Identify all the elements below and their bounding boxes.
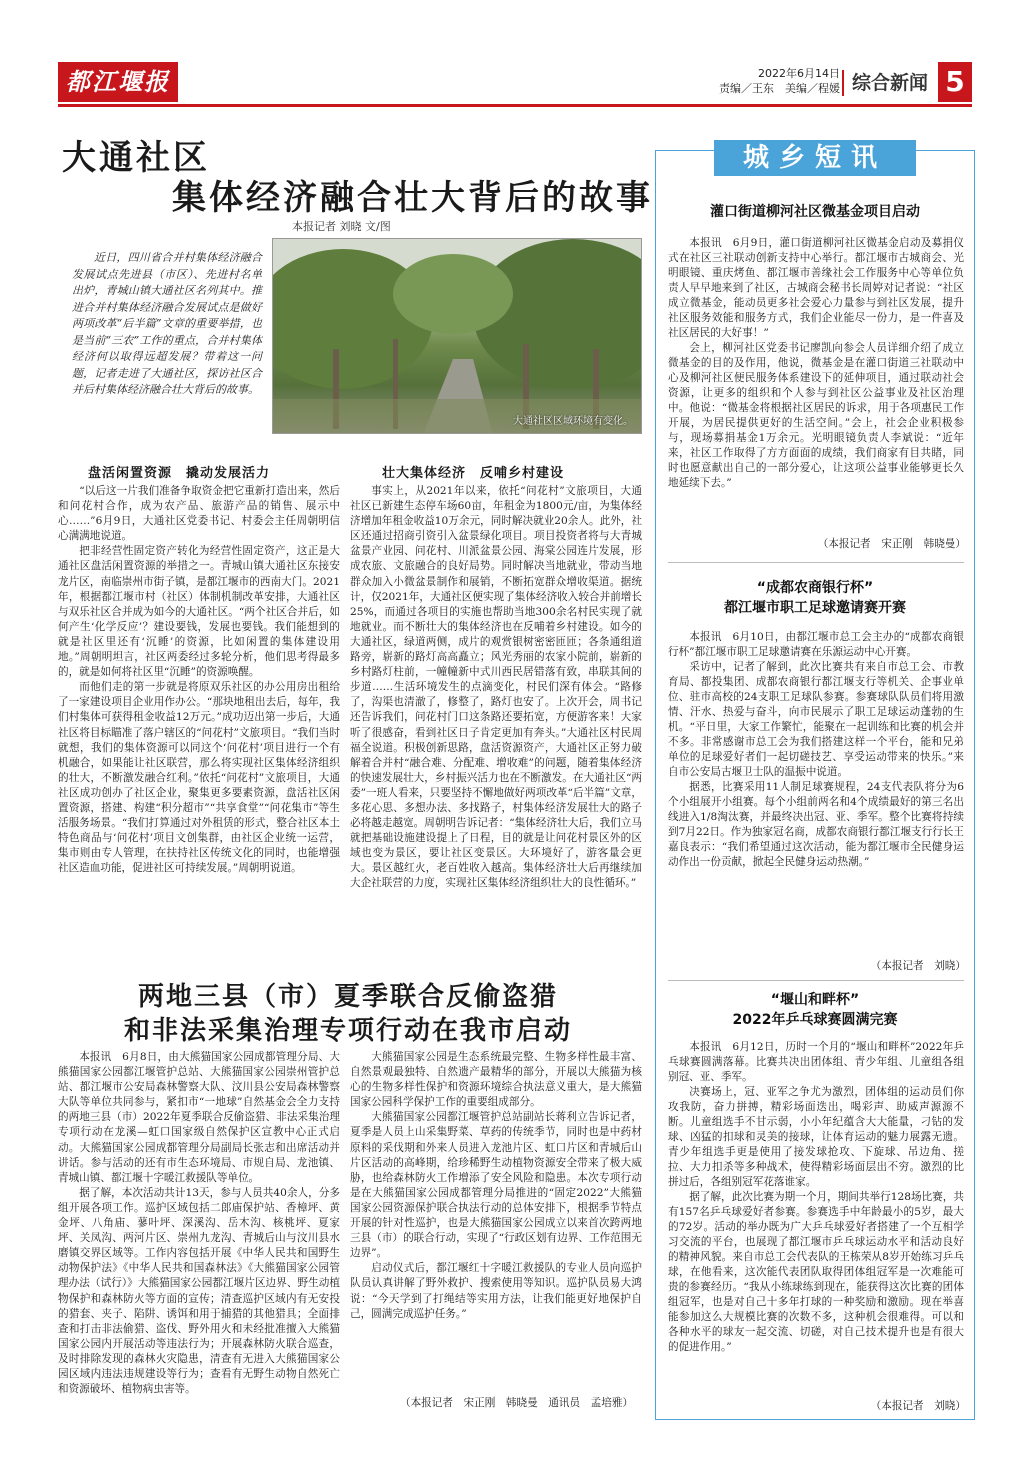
story2-title-line-2: 和非法采集治理专项行动在我市启动 [123, 1016, 572, 1046]
lead-subhead-left: 盘活闲置资源 撬动发展活力 [88, 466, 271, 481]
divider [668, 562, 964, 563]
divider [668, 980, 964, 981]
lead-right-column [350, 484, 642, 892]
sidebar-news-3-body [668, 1040, 964, 1355]
sidebar-news-2-byline: （本报记者 刘晓） [870, 960, 966, 972]
lead-byline: 本报记者 刘晓 文/图 [292, 220, 391, 233]
lead-subhead-right: 壮大集体经济 反哺乡村建设 [382, 466, 565, 481]
paragraph: 启动仪式后，都江堰红十字暖江救援队的专业人员向巡护队员认真讲解了野外救护、搜索使用等知识。巡护队员易大鸿说：“今天学到了打绳结等实用方法，让我们能更好地保护自己，圆满完成巡护任务。” [350, 1262, 642, 1320]
section-name: 综合新闻 [842, 70, 928, 96]
sidebar-news-3-title-2: 2022年乒乓球赛圆满完赛 [732, 1012, 898, 1028]
masthead [58, 62, 988, 104]
story2-byline: （本报记者 宋正刚 韩晓曼 通讯员 孟培雅） [400, 1397, 634, 1409]
sidebar-news-1-body [668, 236, 964, 491]
newspaper-logo: 都江堰报 [58, 62, 178, 102]
issue-date: 2022年6月14日 [758, 67, 840, 80]
paragraph: 本报讯 6月12日，历时一个月的“堰山和畔杯”2022年乒乓球赛圆满落幕。比赛共决出团体组、青少年组、儿童组各组别冠、亚、季军。 [668, 1041, 964, 1083]
editors: 责编／王东 美编／程媛 [719, 82, 840, 95]
paragraph: 事实上，从2021年以来，依托“问花村”文旅项目，大通社区已新建生态停车场60亩，年租金为1800元/亩，为集体经济增加年租金收益10万余元，同时解决就业20余人。此外，社区还通过招商引资引入盆景绿化项目。项目投资者将与大青城盆景产业园、问花村、川派盆景公园、海棠公园连片发展，形成农旅、文旅融合的良好局势。同时解决当地就业，带动当地群众加入小微盆景制作和展销，不断拓宽群众增收渠道。据统计，仅2021年，大通社区便实现了集体经济收入较合并前增长25%，而通过各项目的实施也帮助当地300余名村民实现了就地就业。而不断壮大的集体经济也在反哺着乡村建设。如今的大通社区，绿道两侧，成片的观赏银树密密匝匝；各条通组道路旁，崭新的路灯高高矗立；风光秀丽的农家小院前，崭新的乡村路灯柱前，一幢幢新中式川西民居错落有致，串联其间的步道……生活环境发生的点滴变化，村民们深有体会。“路修了，沟渠也清澈了，修整了，路灯也安了。上次开会，周书记还告诉我们，问花村门口这条路还要拓宽，方便游客来！大家听了很感奋，看到社区日子肯定更加有奔头。”大通社区村民周福全说道。积极创新思路，盘活资源资产，大通社区正努力破解着合并村“融合难、分配难、增收难”的问题，随着集体经济的快速发展壮大，乡村振兴活力也在不断激发。在大通社区“两委”一班人看来，只要坚持不懈地做好两项改革“后半篇”文章，多花心思、多想办法、多找路子，村集体经济发展壮大的路子必将越走越宽。周朝明告诉记者：“集体经济壮大后，我们立马就把基础设施建设提上了日程，目的就是让问花村景区外的区域也变为景区，要让社区变景区。大环境好了，游客量会更大。景区越红火，老百姓收入越高。集体经济壮大后再继续加大企社联营的力度，实现社区集体经济组织壮大的良性循环。” [350, 485, 642, 890]
paragraph: 据悉，比赛采用11人制足球赛规程，24支代表队将分为6个小组展开小组赛。每个小组前两名和4个成绩最好的第三名出线进入1/8淘汰赛，并最终决出冠、亚、季军。整个比赛将持续到7月22日。作为独家冠名商，成都农商银行都江堰支行行长王嘉良表示：“我们希望通过这次活动，能为都江堰市全民健身运动作出一份贡献，掀起全民健身运动热潮。” [668, 781, 964, 868]
sidebar-news-2-title-2: 都江堰市职工足球邀请赛开赛 [724, 600, 906, 616]
paragraph: 大熊猫国家公园都江堰管护总站副站长蒋利立告诉记者，夏季是人员上山采集野菜、草药的传统季节，同时也是中药材原料的采伐期和外来人员进入龙池片区、虹口片区和青城后山片区活动的高峰期，给珍稀野生动植物资源安全带来了极大威胁，也给森林防火工作增添了安全风险和隐患。本次专项行动是在大熊猫国家公园成都管理分局推进的“固定2022”大熊猫国家公园资源保护联合执法行动的总体安排下，根据季节特点开展的针对性巡护，也是大熊猫国家公园成立以来首次跨两地三县（市）的联合行动，实现了“行政区划有边界、工作范围无边界”。 [350, 1111, 642, 1260]
paragraph: 把非经营性固定资产转化为经营性固定资产，这正是大通社区盘活闲置资源的举措之一。青城山镇大通社区东接安龙片区，南临崇州市街子镇，是都江堰市的西南大门。2021年，根据都江堰市村（社区）体制机制改革安排，大通社区与双乐社区合并成为如今的大通社区。“两个社区合并后，如何产生‘化学反应’？建设要钱，发展也要钱。我们能想到的就是社区里还有‘沉睡’的资源，比如闲置的集体建设用地。”周朝明坦言，社区两委经过多轮分析，他们思考得最多的，就是如何将社区里“沉睡”的资源唤醒。 [58, 545, 340, 679]
paragraph: 本报讯 6月8日，由大熊猫国家公园成都管理分局、大熊猫国家公园都江堰管护总站、大熊猫国家公园崇州管护总站、都江堰市公安局森林警察大队、汶川县公安局森林警察大队等单位共同参与，紧扣市“一地球”自然基金会全力支持的两地三县（市）2022年夏季联合反偷盗猎、非法采集治理专项行动在龙溪—虹口国家级自然保护区宣教中心正式启动。大熊猫国家公园成都管理分局副局长张志和出席活动并讲话。参与活动的还有市生态环境局、市规自局、龙池镇、青城山镇、都江堰十字暖江救援队等单位。 [58, 1051, 340, 1184]
lead-left-column [58, 484, 340, 876]
lead-photo [272, 238, 642, 434]
paragraph: 而他们走的第一步就是将原双乐社区的办公用房出租给了一家建设项目企业用作办公。“那块地租出去后，每年，我们村集体可获得租金收益12万元。”成功迈出第一步后，大通社区将目标瞄准了落户辖区的“问花村”文旅项目。“我们当时就想，我们的集体资源可以同这个‘问花村’项目进行一个有机融合，如果能让社区联营，那么将实现社区集体经济组织的壮大，不断激发融合红利。”依托“问花村”文旅项目，大通社区成功创办了社区企业，聚集更多要素资源，盘活社区闲置资源，搭建、构建“积分超市”“共享食堂”“问花集市”等生活服务场景。“我们打算通过对外租赁的形式，整合社区本土特色商品与‘问花村’项目文创集群，由社区企业统一运营，集市则由专人管理，在扶持社区传统文化的同时，也能增强社区造血功能，促进社区可持续发展。”周朝明说道。 [58, 681, 340, 875]
lead-title-line-2: 集体经济融合壮大背后的故事 [172, 178, 653, 218]
tree-lined-road-image [273, 239, 642, 434]
sidebar-news-2-body [668, 630, 964, 870]
sidebar-news-3-byline: （本报记者 刘晓） [870, 1400, 966, 1412]
paragraph: 大熊猫国家公园是生态系统最完整、生物多样性最丰富、自然景观最独特、自然遗产最精华的部分，开展以大熊猫为核心的生物多样性保护和资源环境综合执法意义重大，是大熊猫国家公园科学保护工作的重要组成部分。 [350, 1051, 642, 1109]
sidebar-news-2-title-1: “成都农商银行杯” [756, 580, 874, 596]
photo-caption: 大通社区区域环境有变化。 [513, 416, 633, 427]
sidebar-news-3-title-1: “堰山和畔杯” [770, 992, 860, 1008]
paragraph: 本报讯 6月9日，灌口街道柳河社区微基金启动及募捐仪式在社区三社联动创新支持中心举行。都江堰市古城商会、光明眼镜、重庆烤鱼、都江堰市善缘社会工作服务中心等单位负责人早早地来到了社区，古城商会秘书长周婷对记者说：“社区成立微基金，能动员更多社会爱心力量参与到社区发展，提升社区服务效能和服务方式，我们企业能尽一份力，是一件喜及社区居民的大好事！” [668, 237, 964, 339]
lead-intro: 近日，四川省合并村集体经济融合发展试点先进县（市区）、先进村名单出炉，青城山镇大通社区名列其中。推进合并村集体经济融合发展试点是做好两项改革“后半篇”文章的重要举措，也是当前“三农”工作的重点，合并村集体经济何以取得远超发展？带着这一问题，记者走进了大通社区，探访社区合并后村集体经济融合壮大背后的故事。 [72, 251, 262, 396]
sidebar-news-1-title: 灌口街道柳河社区微基金项目启动 [710, 204, 920, 220]
paragraph: “以后这一片我们准备争取资金把它重新打造出来，然后和问花村合作，成为农产品、旅游产品的销售、展示中心……”6月9日，大通社区党委书记、村委会主任周朝明信心满满地说道。 [58, 485, 340, 543]
sidebar-banner: 城乡短讯 [714, 140, 916, 176]
paragraph: 决赛场上，冠、亚军之争尤为激烈，团体组的运动员们你攻我防，奋力拼搏，精彩场面迭出，喝彩声、助威声源源不断。儿童组选手不甘示弱，小小年纪蕴含大大能量，刁钻的发球、凶猛的扣球和灵美的接球，让体育运动的魅力展露无遗。青少年组选手更是使用了接发球抢攻、下旋球、吊边角、搓拉、大力扣杀等多种战术，使得精彩场面层出不穷。激烈的比拼过后，各组别冠军花落谁家。 [668, 1086, 964, 1188]
paragraph: 采访中，记者了解到，此次比赛共有来自市总工会、市教育局、都投集团、成都农商银行都江堰支行等机关、企事业单位、驻市高校的24支职工足球队参赛。参赛球队队员们将用激情、汗水、热爱与奋斗，向市民展示了职工足球运动蓬勃的生机。“平日里，大家工作繁忙，能聚在一起训练和比赛的机会并不多。非常感谢市总工会为我们搭建这样一个平台，能和兄弟单位的足球爱好者们一起切磋技艺、享受运动带来的快乐。”来自市公安局古堰卫士队的温振中说道。 [668, 661, 964, 778]
story2-title-line-1: 两地三县（市）夏季联合反偷盗猎 [137, 982, 558, 1012]
paragraph: 本报讯 6月10日，由都江堰市总工会主办的“成都农商银行杯”都江堰市职工足球邀请赛在乐源运动中心开赛。 [668, 631, 964, 658]
sidebar-news-1-byline: （本报记者 宋正刚 韩晓曼） [817, 538, 966, 550]
masthead-rule [58, 104, 972, 107]
story2-right-column [350, 1050, 642, 1322]
lead-title-line-1: 大通社区 [62, 138, 210, 178]
story2-left-column [58, 1050, 340, 1397]
paragraph: 据了解，此次比赛为期一个月，期间共举行128场比赛，共有157名乒乓球爱好者参赛。参赛选手中年龄最小的5岁，最大的72岁。活动的举办既为广大乒乓球爱好者搭建了一个互相学习交流的平台，也展现了都江堰市乒乓球运动水平和活动良好的精神风貌。来自市总工会代表队的王栋荣从8岁开始练习乒乓球，在他看来，这次能代表团队取得团体组冠军是一次难能可贵的参赛经历。“我从小练球练到现在，能获得这次比赛的团体组冠军，也是对自己十多年打球的一种奖励和激励。现在举喜能参加这么大规模比赛的次数不多，这种机会很难得。可以和各种水平的球友一起交流、切磋，对自己技术提升也是有很大的促进作用。” [668, 1191, 964, 1353]
paragraph: 据了解，本次活动共计13天，参与人员共40余人，分多组开展各项工作。巡护区域包括二郎庙保护站、香樟坪、黄金坪、八角庙、蓼叶坪、深溪沟、岳木沟、核桃坪、夏家坪、关凤沟、两河片区、崇州九龙沟、青城后山与汶川县水磨镇交界区域等。工作内容包括开展《中华人民共和国野生动物保护法》《中华人民共和国森林法》《大熊猫国家公园管理办法（试行）》大熊猫国家公园都江堰片区边界、野生动植物保护和森林防火等方面的宣传；清查巡护区域内有无安投的猎套、夹子、陷阱、诱饵和用于捕猎的其他猎具；全面排查和打击非法偷猎、盗伐、野外用火和未经批准擅入大熊猫国家公园内开展活动等违法行为；开展森林防火联合巡查，及时排除发现的森林火灾隐患，清查有无进入大熊猫国家公园区域内违法违规建设等行为；查看有无野生动物自然死亡和资源破坏、植物病虫害等。 [58, 1186, 340, 1396]
page-number: 5 [938, 62, 972, 102]
issue-meta [719, 66, 840, 96]
paragraph: 会上，柳河社区党委书记廖凯向参会人员详细介绍了成立微基金的目的及作用，他说，微基金是在灌口街道三社联动中心及柳河社区便民服务体系建设下的延伸项目，通过联动社会资源，让更多的组织和个人参与到社区公益事业及社区治理中。他说：“微基金将根据社区居民的诉求，用于各项惠民工作开展，为居民提供更好的生活空间。”会上，社会企业积极参与，现场募捐基金1万余元。光明眼镜负责人李斌说：“近年来，社区工作取得了方方面面的成绩，我们商家有目共睹，同时也愿意献出自己的一部分爱心，让这项公益事业能够更长久地延续下去。” [668, 342, 964, 489]
